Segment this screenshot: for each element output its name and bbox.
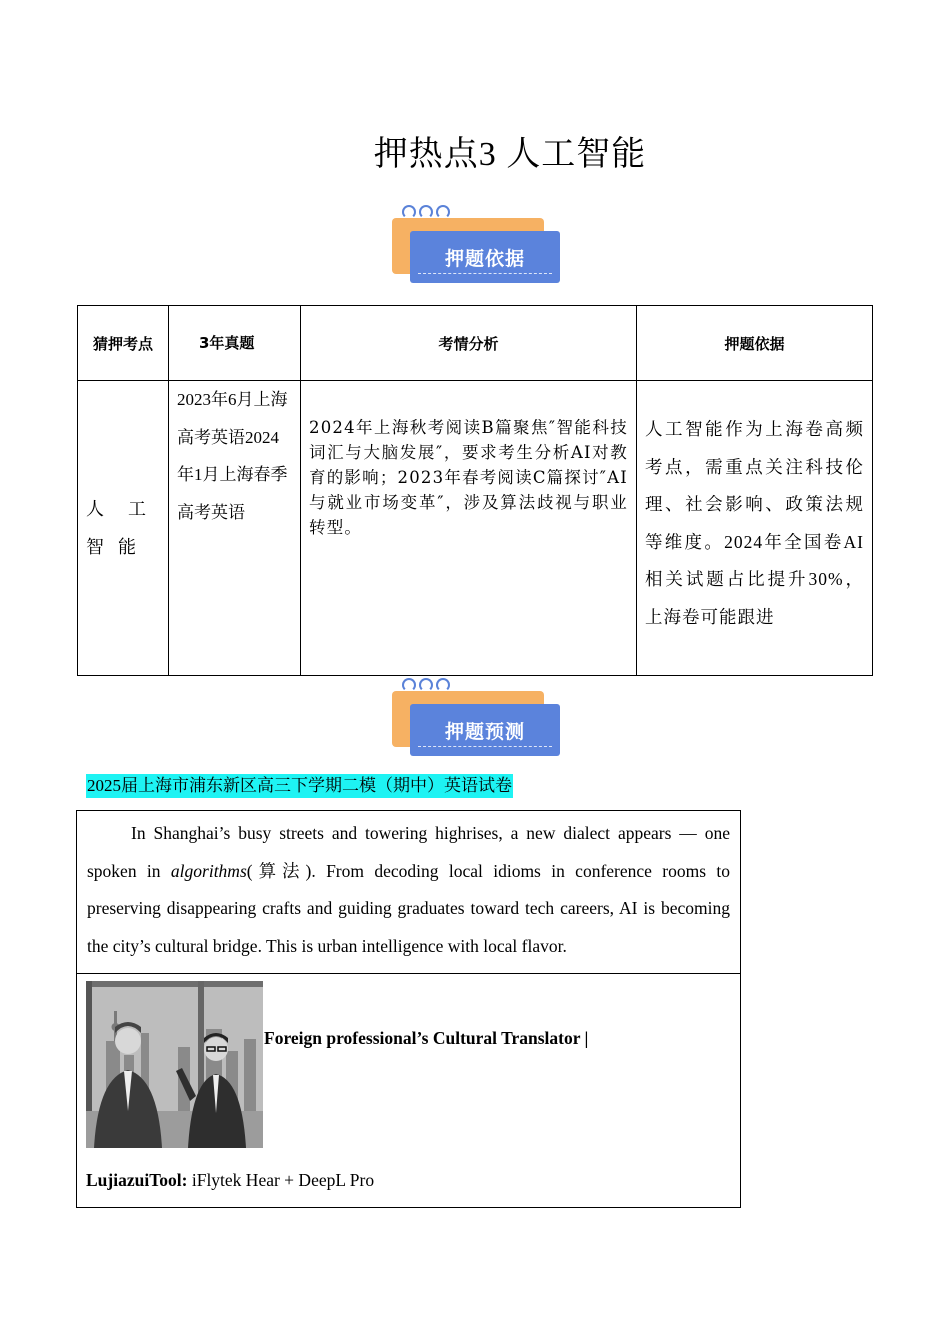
header-topic: 猜押考点 [78,306,169,381]
page-title: 押热点3 人工智能 [373,136,647,173]
header-years: 3年真题 [169,306,301,381]
passage-intro: In Shanghai’s busy streets and towering highrises, a new dialect appears — one spoken in algorithms(算法). From decoding local idioms in conference rooms to preserving disappearing crafts and guiding graduates toward tech careers, AI is becoming the city’s cultural bridge. This is urban intelligence with local flavor. [77,811,740,974]
tool-line: LujiazuiTool: iFlytek Hear + DeepL Pro [86,1170,375,1190]
reading-passage [76,810,741,1208]
cell-topic: 人工智能 [78,381,169,676]
cell-analysis: 2024年上海秋考阅读B篇聚焦″智能科技词汇与大脑发展″，要求考生分析AI对教育的影响；2023年春考阅读C篇探讨″AI与就业市场变革″，涉及算法歧视与职业转型。 [301,381,637,676]
section-banner-prediction [392,678,564,760]
passage-subhead: Foreign professional’s Cultural Translator | [264,1028,589,1048]
cell-years: 2023年6月上海高考英语2024年1月上海春季高考英语 [169,381,301,676]
cell-basis: 人工智能作为上海卷高频考点，需重点关注科技伦理、社会影响、政策法规等维度。2024年全国卷AI相关试题占比提升30%，上海卷可能跟进 [637,381,873,676]
section-banner-basis [392,205,564,287]
banner-label: 押题依据 [444,248,525,270]
analysis-table [77,305,873,676]
header-analysis: 考情分析 [301,306,637,381]
exam-source-title: 2025届上海市浦东新区高三下学期二模（期中）英语试卷 [86,774,513,798]
businessmen-photo [86,981,263,1148]
header-basis: 押题依据 [637,306,873,381]
banner-label: 押题预测 [444,721,525,743]
